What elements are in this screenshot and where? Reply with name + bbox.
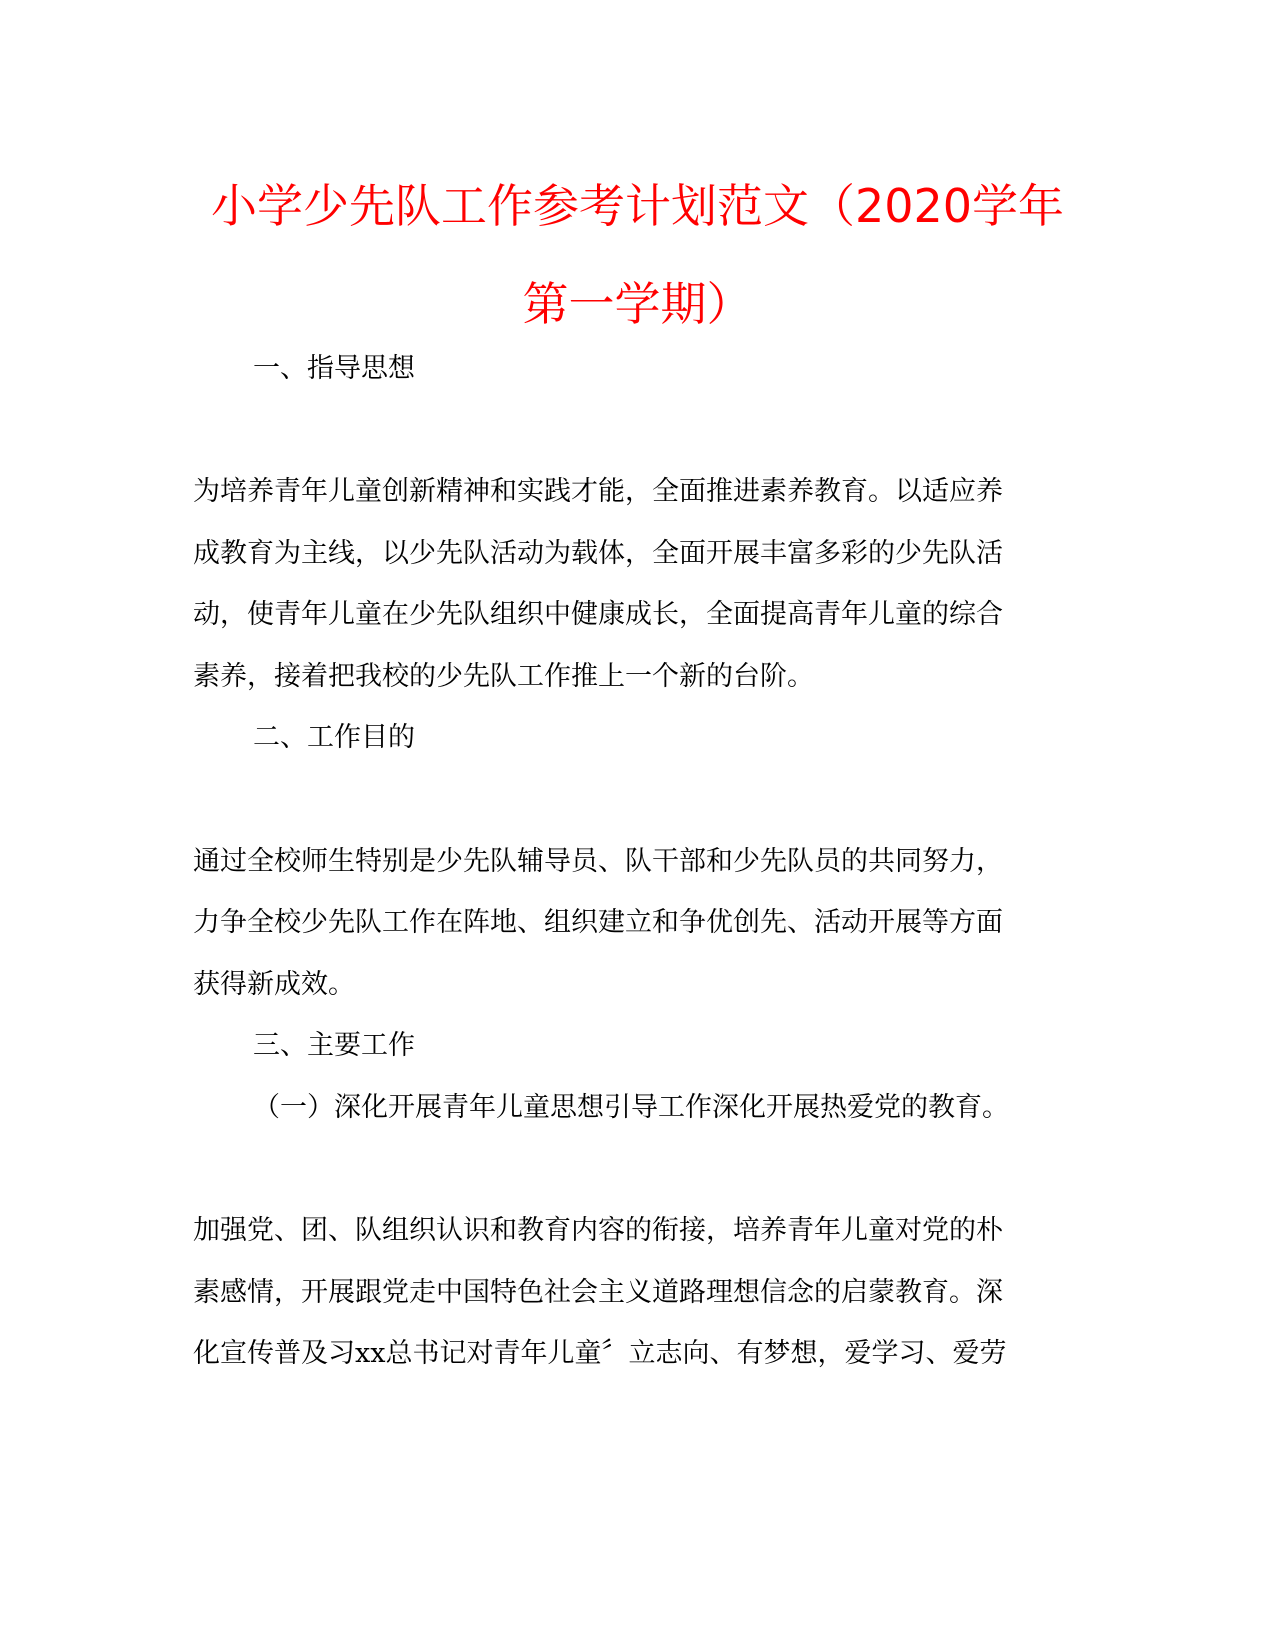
- document-title-line-2: 第一学期）: [522, 277, 753, 331]
- paragraph-line: 素感情，开展跟党走中国特色社会主义道路理想信念的启蒙教育。深: [193, 1277, 1003, 1308]
- section-heading-guiding-ideology: 一、指导思想: [253, 353, 415, 384]
- paragraph-line: 化宣传普及习xx总书记对青年儿童〞立志向、有梦想，爱学习、爱劳: [193, 1338, 1007, 1369]
- document-title-line-1: 小学少先队工作参考计划范文（2020学年: [210, 179, 1065, 233]
- section-heading-main-work: 三、主要工作: [253, 1030, 415, 1061]
- paragraph-line: 动，使青年儿童在少先队组织中健康成长，全面提高青年儿童的综合: [193, 599, 1003, 630]
- paragraph-line: 力争全校少先队工作在阵地、组织建立和争优创先、活动开展等方面: [193, 907, 1003, 938]
- subsection-heading: （一）深化开展青年儿童思想引导工作深化开展热爱党的教育。: [253, 1092, 1009, 1123]
- paragraph-line: 为培养青年儿童创新精神和实践才能，全面推进素养教育。以适应养: [193, 476, 1003, 507]
- paragraph-line: 获得新成效。: [193, 969, 355, 1000]
- paragraph-line: 通过全校师生特别是少先队辅导员、队干部和少先队员的共同努力，: [193, 846, 1003, 877]
- paragraph-line: 素养，接着把我校的少先队工作推上一个新的台阶。: [193, 661, 814, 692]
- section-heading-work-goals: 二、工作目的: [253, 722, 415, 753]
- paragraph-line: 加强党、团、队组织认识和教育内容的衔接，培养青年儿童对党的朴: [193, 1215, 1003, 1246]
- paragraph-line: 成教育为主线，以少先队活动为载体，全面开展丰富多彩的少先队活: [193, 538, 1003, 569]
